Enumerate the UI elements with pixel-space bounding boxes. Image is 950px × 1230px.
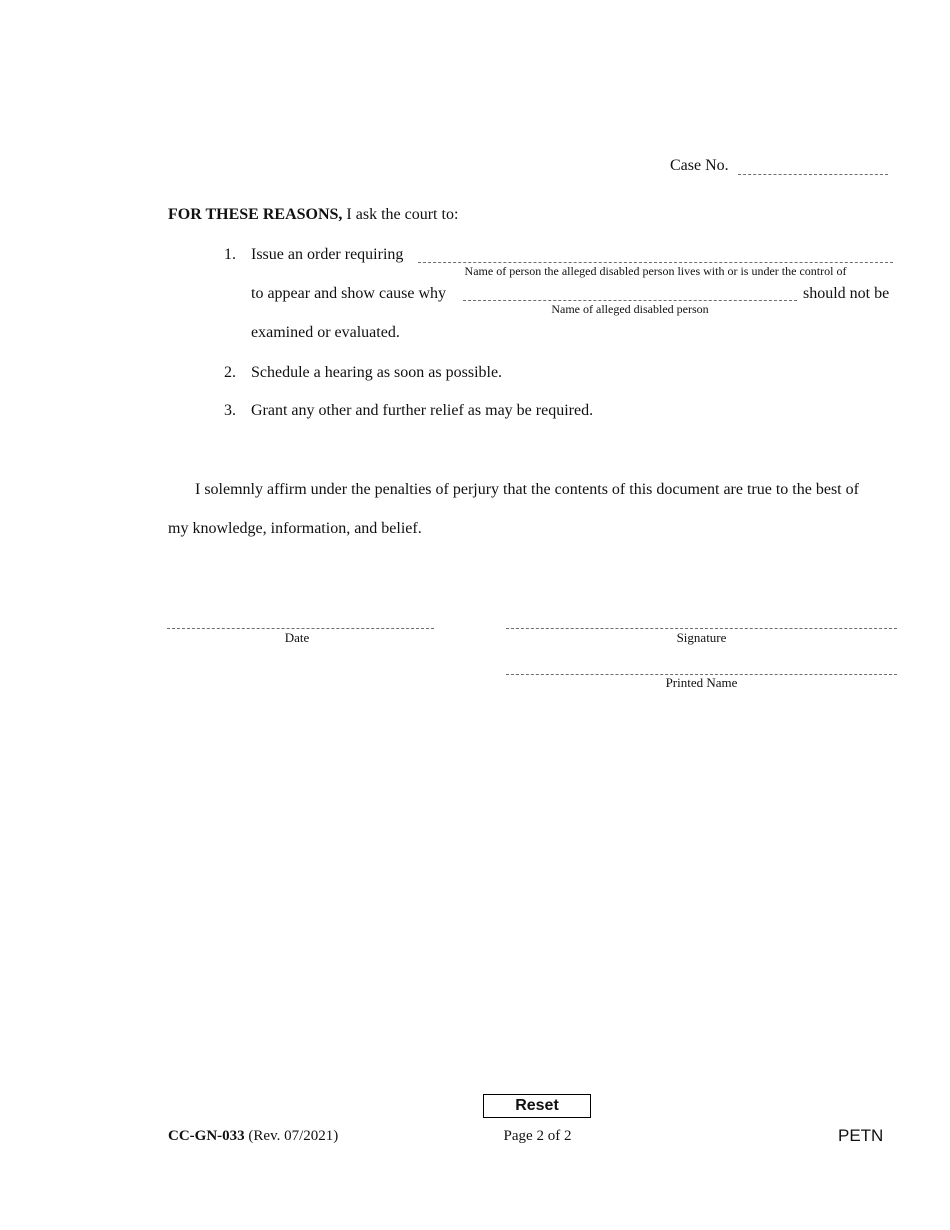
printed-name-label: Printed Name <box>665 675 738 690</box>
intro-text <box>168 206 458 224</box>
form-code: PETN <box>838 1126 884 1145</box>
request-2-text: Schedule a hearing as soon as possible. <box>251 364 503 381</box>
date-input[interactable] <box>167 628 434 629</box>
request-1-line2: to appear and show cause why <box>251 285 447 302</box>
request-number-3: 3. <box>224 402 236 419</box>
case-number-input[interactable] <box>738 174 888 175</box>
reset-button[interactable]: Reset <box>483 1094 591 1118</box>
affirmation-line-2: my knowledge, information, and belief. <box>168 520 422 537</box>
request-1-line3: examined or evaluated. <box>251 324 400 341</box>
affirmation-line-1: I solemnly affirm under the penalties of perjury that the contents of this document are true to the best of <box>195 481 859 498</box>
page-number: Page 2 of 2 <box>503 1128 572 1144</box>
request-number-2: 2. <box>224 364 236 381</box>
request-1-line1: Issue an order requiring <box>251 246 404 263</box>
custodian-name-input[interactable] <box>418 262 893 263</box>
form-id-code: CC-GN-033 <box>168 1128 245 1144</box>
request-number-1: 1. <box>224 246 236 263</box>
disabled-person-name-caption: Name of alleged disabled person <box>551 302 709 316</box>
request-3-text: Grant any other and further relief as may be required. <box>251 402 594 419</box>
signature-input[interactable] <box>506 628 897 629</box>
case-number-label: Case No. <box>670 157 729 174</box>
intro-rest: I ask the court to: <box>342 206 459 223</box>
request-1-line2-suffix: should not be <box>803 285 890 302</box>
date-label: Date <box>284 630 310 645</box>
form-revision: (Rev. 07/2021) <box>244 1128 339 1144</box>
intro-bold: FOR THESE REASONS, <box>168 206 343 223</box>
signature-label: Signature <box>676 630 727 645</box>
form-id <box>168 1128 338 1145</box>
custodian-name-caption: Name of person the alleged disabled person lives with or is under the control of <box>464 264 847 278</box>
disabled-person-name-input[interactable] <box>463 300 797 301</box>
